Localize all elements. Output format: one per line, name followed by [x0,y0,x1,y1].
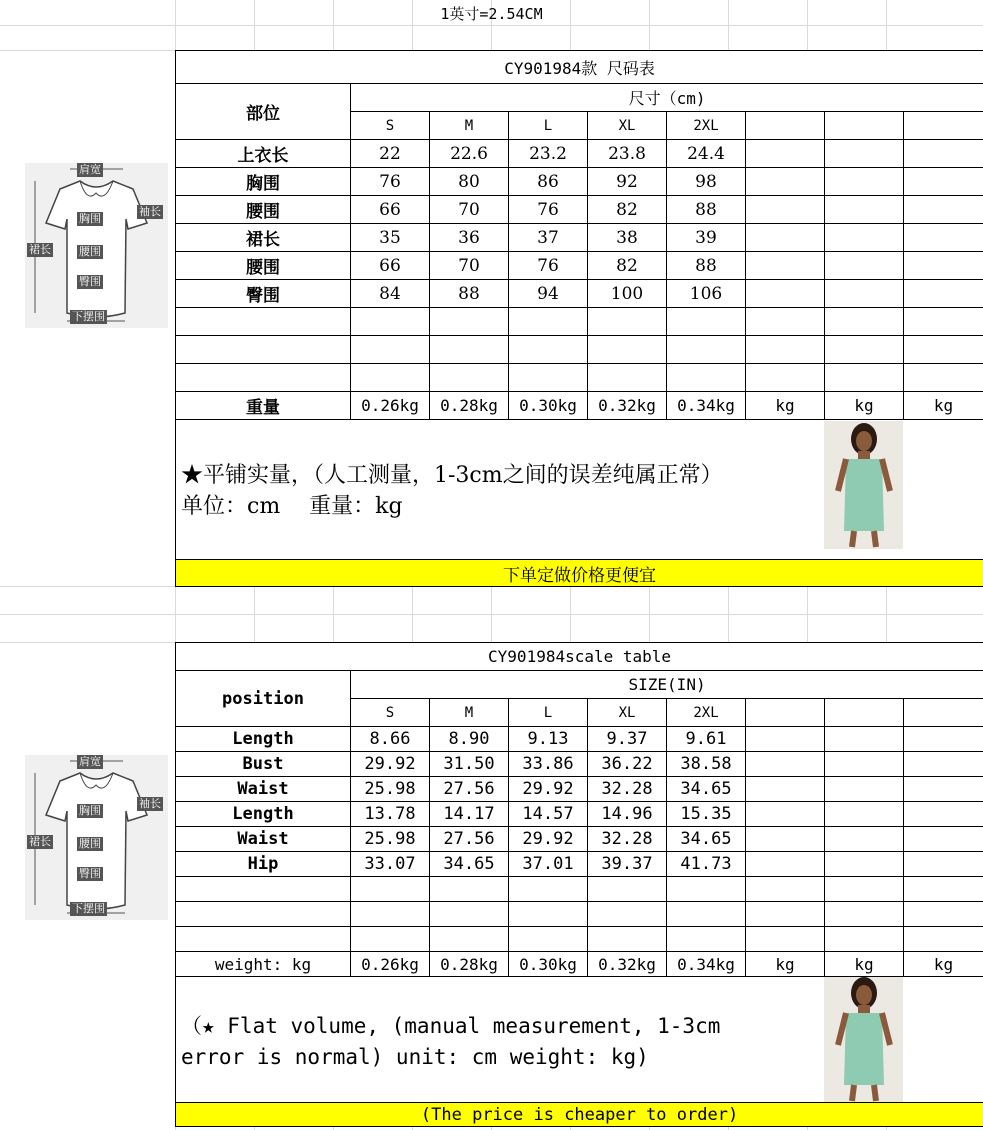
value-cell: 14.17 [430,802,509,827]
grid-line [0,25,983,26]
dress-diagram-cn [25,163,168,328]
weight-cell: 0.34kg [667,392,746,420]
value-cell: 24.4 [667,140,746,168]
table-row [176,727,983,752]
label-shoulder: 肩宽 [79,755,101,768]
product-photo [824,977,903,1103]
size-cell: S [351,112,430,140]
value-cell: 25.98 [351,827,430,852]
value-cell: 88 [430,280,509,308]
label-skirt: 裙长 [29,243,51,256]
row-label: Bust [176,752,351,777]
size-cell: XL [588,699,667,727]
value-cell: 9.61 [667,727,746,752]
value-cell: 32.28 [588,777,667,802]
value-cell: 35 [351,224,430,252]
value-cell: 88 [667,252,746,280]
weight-cell: 0.28kg [430,392,509,420]
note-cell [176,977,983,1103]
weight-cell: 0.30kg [509,392,588,420]
value-cell: 37 [509,224,588,252]
table-row [176,802,983,827]
value-cell: 36 [430,224,509,252]
value-cell: 29.92 [509,827,588,852]
table-row [176,752,983,777]
value-cell: 80 [430,168,509,196]
label-shoulder: 肩宽 [79,163,101,176]
value-cell: 8.66 [351,727,430,752]
weight-row [176,952,983,977]
value-cell: 100 [588,280,667,308]
value-cell: 76 [509,252,588,280]
size-table-cn [175,50,983,587]
label-skirt: 裙长 [29,835,51,848]
value-cell: 37.01 [509,852,588,877]
weight-cell: kg [825,952,904,977]
table-row [176,224,983,252]
row-label: 胸围 [176,168,351,196]
table-row [176,196,983,224]
value-cell: 66 [351,196,430,224]
row-label: 臀围 [176,280,351,308]
value-cell: 34.65 [667,777,746,802]
value-cell: 66 [351,252,430,280]
weight-cell: 0.26kg [351,952,430,977]
label-chest: 胸围 [79,804,101,817]
footer-banner: 下单定做价格更便宜 [176,560,983,587]
value-cell: 15.35 [667,802,746,827]
weight-cell: kg [746,952,825,977]
value-cell: 13.78 [351,802,430,827]
value-cell: 29.92 [351,752,430,777]
row-label: Length [176,727,351,752]
value-cell: 27.56 [430,827,509,852]
value-cell: 32.28 [588,827,667,852]
footer-banner: (The price is cheaper to order) [176,1103,983,1127]
label-hem: 下摆围 [72,310,105,323]
value-cell: 106 [667,280,746,308]
row-label: Hip [176,852,351,877]
value-cell: 23.2 [509,140,588,168]
weight-cell: 0.28kg [430,952,509,977]
note-text: （★ Flat volume, (manual measurement, 1-3cm error is normal) unit: cm weight: kg) [181,1014,721,1069]
label-hem: 下摆围 [72,902,105,915]
label-waist: 腰围 [79,245,101,258]
size-header: 尺寸（cm) [351,84,983,112]
size-cell: M [430,112,509,140]
row-label: 裙长 [176,224,351,252]
weight-label: 重量 [176,392,351,420]
label-chest: 胸围 [79,212,101,225]
value-cell: 34.65 [667,827,746,852]
weight-cell: kg [825,392,904,420]
table-title: CY901984款 尺码表 [176,51,983,84]
weight-label: weight: kg [176,952,351,977]
value-cell: 33.07 [351,852,430,877]
value-cell: 31.50 [430,752,509,777]
size-header: SIZE(IN) [351,671,983,699]
value-cell: 41.73 [667,852,746,877]
row-label: 腰围 [176,252,351,280]
value-cell: 23.8 [588,140,667,168]
value-cell: 8.90 [430,727,509,752]
table-row [176,252,983,280]
weight-cell: kg [904,392,983,420]
table-row [176,777,983,802]
grid-line [0,614,983,615]
note-cell [176,420,983,560]
table-row [176,852,983,877]
value-cell: 22.6 [430,140,509,168]
value-cell: 82 [588,252,667,280]
label-hip: 臀围 [79,275,101,288]
part-header: 部位 [176,84,351,140]
size-cell: L [509,699,588,727]
value-cell: 9.13 [509,727,588,752]
table-row [176,140,983,168]
value-cell: 70 [430,252,509,280]
weight-cell: 0.32kg [588,392,667,420]
value-cell: 94 [509,280,588,308]
value-cell: 33.86 [509,752,588,777]
value-cell: 88 [667,196,746,224]
value-cell: 9.37 [588,727,667,752]
value-cell: 70 [430,196,509,224]
value-cell: 36.22 [588,752,667,777]
weight-cell: kg [904,952,983,977]
weight-row [176,392,983,420]
row-label: 腰围 [176,196,351,224]
row-label: Waist [176,777,351,802]
note-line-1: ★平铺实量，（人工测量，1-3cm之间的误差纯属正常） [181,463,723,488]
value-cell: 14.57 [509,802,588,827]
value-cell: 76 [351,168,430,196]
weight-cell: 0.32kg [588,952,667,977]
weight-cell: 0.34kg [667,952,746,977]
label-hip: 臀围 [79,867,101,880]
size-cell: 2XL [667,112,746,140]
value-cell: 25.98 [351,777,430,802]
size-cell: S [351,699,430,727]
value-cell: 27.56 [430,777,509,802]
value-cell: 92 [588,168,667,196]
weight-cell: 0.30kg [509,952,588,977]
label-sleeve: 袖长 [139,797,161,810]
value-cell: 38 [588,224,667,252]
size-cell: XL [588,112,667,140]
dress-diagram-en [25,755,168,920]
table-row [176,280,983,308]
size-cell: M [430,699,509,727]
row-label: Length [176,802,351,827]
label-waist: 腰围 [79,837,101,850]
weight-cell: 0.26kg [351,392,430,420]
size-table-en [175,642,983,1127]
size-cell: L [509,112,588,140]
product-photo [824,421,903,549]
weight-cell: kg [746,392,825,420]
value-cell: 29.92 [509,777,588,802]
value-cell: 84 [351,280,430,308]
row-label: Waist [176,827,351,852]
value-cell: 39.37 [588,852,667,877]
row-label: 上衣长 [176,140,351,168]
value-cell: 22 [351,140,430,168]
table-row [176,827,983,852]
table-title: CY901984scale table [176,643,983,671]
table-row [176,168,983,196]
value-cell: 14.96 [588,802,667,827]
value-cell: 82 [588,196,667,224]
value-cell: 86 [509,168,588,196]
size-cell: 2XL [667,699,746,727]
value-cell: 38.58 [667,752,746,777]
value-cell: 76 [509,196,588,224]
label-sleeve: 袖长 [139,205,161,218]
unit-conversion-title: 1英寸=2.54CM [440,5,543,23]
value-cell: 34.65 [430,852,509,877]
note-line-2: 单位：cm 重量：kg [181,494,403,519]
value-cell: 98 [667,168,746,196]
value-cell: 39 [667,224,746,252]
position-header: position [176,671,351,727]
